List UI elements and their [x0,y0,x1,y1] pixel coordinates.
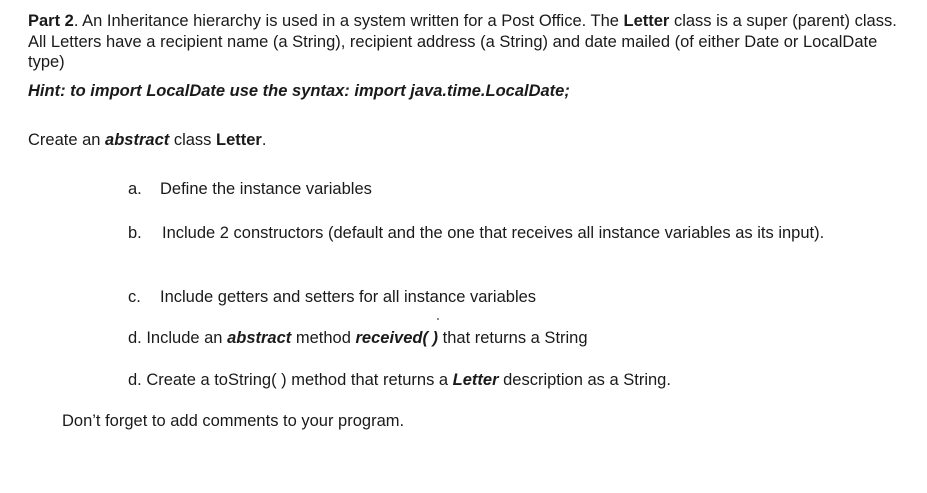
item-e-prefix: d. Create a toString( ) method that returns a [128,371,453,389]
list-item-a [128,179,372,199]
item-d-prefix: d. Include an [128,329,228,347]
create-middle: class [169,131,217,149]
letter-class-name: Letter [623,12,670,30]
part-label: Part 2 [28,12,74,30]
list-item-c [128,287,536,307]
item-b-marker: b. [128,224,142,242]
item-c-text: Include getters and setters for all instance variables [160,288,537,306]
item-d-middle: method [291,329,356,347]
item-a-text: Define the instance variables [160,180,372,198]
import-hint: Hint: to import LocalDate use the syntax: import java.time.LocalDate; [28,82,570,100]
list-item-b [128,222,888,244]
list-item-d [128,328,588,348]
stray-dot [437,318,439,320]
list-item-e [128,370,671,390]
intro-text-1: . An Inheritance hierarchy is used in a system written for a Post Office. The [73,12,624,30]
closing-note: Don’t forget to add comments to your program. [62,412,405,430]
class-name: Letter [216,131,262,149]
intro-text-2: class is a super (parent) class. All Letters have a recipient name (a String), recipient address (a String) and date mailed (of either Date or LocalDate type) [28,12,897,71]
part-2-description [28,11,908,73]
item-b-text: Include 2 constructors (default and the one that receives all instance variables as its input). [162,224,825,242]
item-d-abstract-keyword: abstract [227,329,292,347]
item-a-marker: a. [128,180,142,198]
create-suffix: . [261,131,267,149]
item-c-marker: c. [128,288,141,306]
received-method-name: received( ) [355,329,439,347]
create-prefix: Create an [28,131,106,149]
item-d-suffix: that returns a String [438,329,588,347]
create-instruction [28,130,266,150]
abstract-keyword: abstract [105,131,170,149]
item-e-letter-keyword: Letter [452,371,499,389]
item-e-suffix: description as a String. [498,371,671,389]
